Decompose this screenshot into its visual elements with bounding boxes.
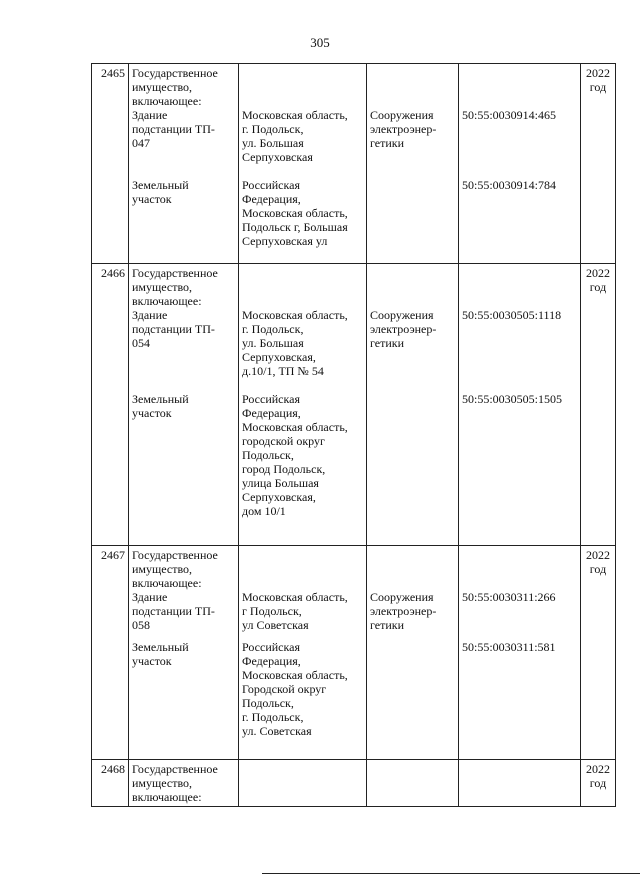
item-address: Российская Федерация, Московская область, Городской округ Подольск, г. Подольск, ул. Советская xyxy=(242,640,348,738)
group-intro: Государственное имущество, включающее: xyxy=(132,266,218,308)
item-address: Московская область, г. Подольск, ул. Большая Серпуховская, д.10/1, ТП № 54 xyxy=(242,308,348,378)
table-row xyxy=(92,760,616,807)
item-cadastral: 50:55:0030914:784 xyxy=(462,178,557,192)
name-cell xyxy=(129,264,239,546)
cadastral-cell xyxy=(459,546,581,760)
year-label: 2022 год xyxy=(586,266,610,294)
item-type: Сооружения электроэнер- гетики xyxy=(370,308,437,350)
year-cell xyxy=(581,264,616,546)
address-cell xyxy=(239,546,367,760)
group-intro: Государственное имущество, включающее: xyxy=(132,548,218,590)
year-label: 2022 год xyxy=(586,548,610,576)
item-name: Земельный участок xyxy=(132,178,189,206)
type-cell xyxy=(367,760,459,807)
address-cell xyxy=(239,264,367,546)
property-registry-table xyxy=(91,63,616,807)
item-address: Московская область, г. Подольск, ул. Большая Серпуховская xyxy=(242,108,348,164)
row-number: 2468 xyxy=(92,760,129,807)
address-cell xyxy=(239,64,367,264)
item-cadastral: 50:55:0030505:1118 xyxy=(462,308,562,322)
item-address: Российская Федерация, Московская область, Подольск г, Большая Серпуховская ул xyxy=(242,178,348,248)
cadastral-cell xyxy=(459,760,581,807)
item-cadastral: 50:55:0030505:1505 xyxy=(462,392,563,406)
name-cell xyxy=(129,760,239,807)
name-cell xyxy=(129,64,239,264)
cadastral-cell xyxy=(459,264,581,546)
item-name: Здание подстанции ТП- 047 xyxy=(132,108,215,150)
item-address: Московская область, г Подольск, ул Советская xyxy=(242,590,348,632)
table-row xyxy=(92,264,616,546)
cadastral-cell xyxy=(459,64,581,264)
year-label: 2022 год xyxy=(586,66,610,94)
row-number: 2467 xyxy=(92,546,129,760)
row-number: 2466 xyxy=(92,264,129,546)
year-cell xyxy=(581,64,616,264)
footer-divider xyxy=(262,873,640,874)
type-cell xyxy=(367,546,459,760)
item-name: Земельный участок xyxy=(132,640,189,668)
page-number: 305 xyxy=(310,35,330,50)
table-row xyxy=(92,64,616,264)
address-cell xyxy=(239,760,367,807)
item-name: Земельный участок xyxy=(132,392,189,420)
year-label: 2022 год xyxy=(586,762,610,790)
group-intro: Государственное имущество, включающее: xyxy=(132,762,218,804)
item-cadastral: 50:55:0030311:581 xyxy=(462,640,556,654)
name-cell xyxy=(129,546,239,760)
item-cadastral: 50:55:0030311:266 xyxy=(462,590,556,604)
year-cell xyxy=(581,546,616,760)
table-row xyxy=(92,546,616,760)
item-type: Сооружения электроэнер- гетики xyxy=(370,108,437,150)
type-cell xyxy=(367,64,459,264)
group-intro: Государственное имущество, включающее: xyxy=(132,66,218,108)
row-number: 2465 xyxy=(92,64,129,264)
type-cell xyxy=(367,264,459,546)
item-name: Здание подстанции ТП- 054 xyxy=(132,308,215,350)
item-type: Сооружения электроэнер- гетики xyxy=(370,590,437,632)
item-address: Российская Федерация, Московская область, городской округ Подольск, город Подольск, улица Большая Серпуховская, дом 10/1 xyxy=(242,392,348,518)
item-cadastral: 50:55:0030914:465 xyxy=(462,108,557,122)
year-cell xyxy=(581,760,616,807)
item-name: Здание подстанции ТП- 058 xyxy=(132,590,215,632)
